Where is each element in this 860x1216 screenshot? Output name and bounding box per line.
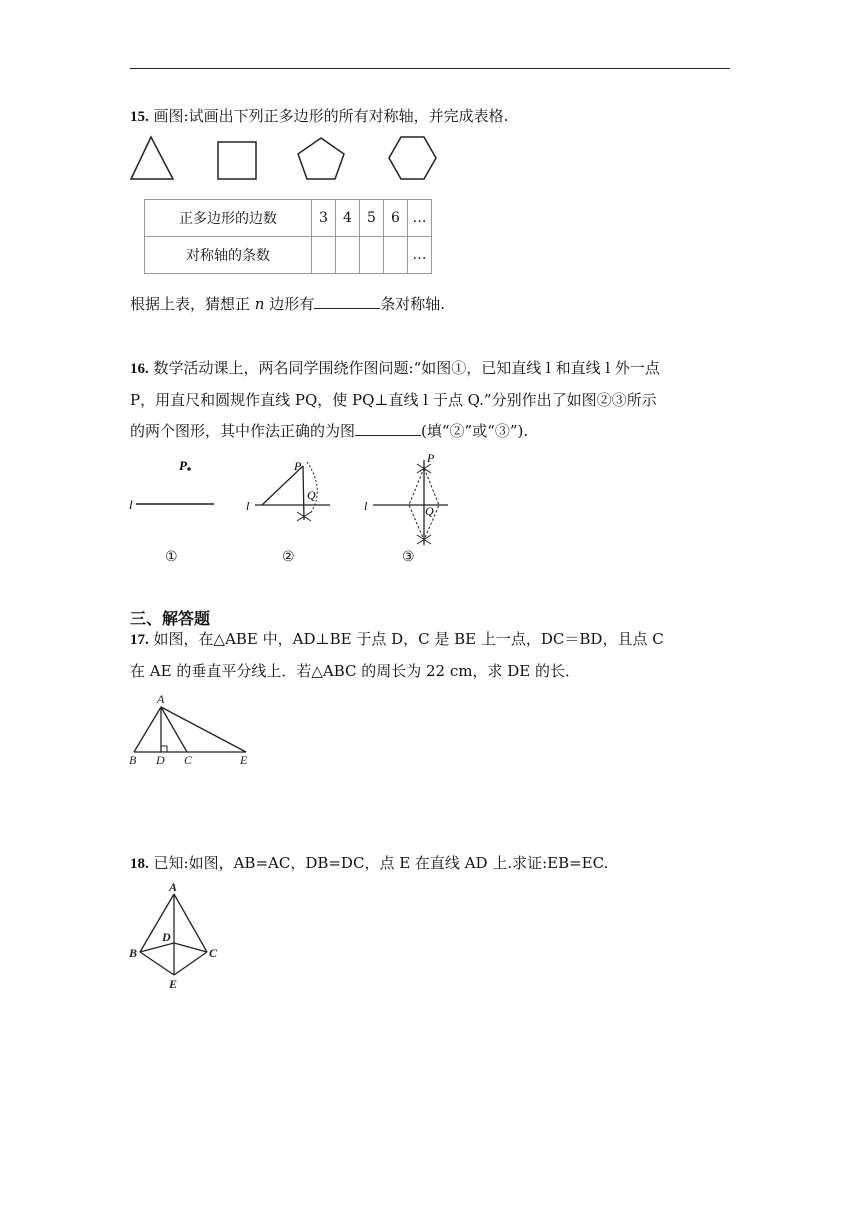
q18-prompt: 18. 已知:如图，AB=AC，DB=DC，点 E 在直线 AD 上.求证:EB=EC.: [130, 854, 609, 872]
point-label-a: A: [157, 692, 165, 706]
q15-conclusion: 根据上表，猜想正 n 边形有 条对称轴.: [130, 295, 446, 313]
q15-prompt: 15. 画图:试画出下列正多边形的所有对称轴，并完成表格.: [130, 107, 509, 125]
point-label-d: D: [162, 930, 171, 944]
table-cell: …: [408, 200, 432, 237]
q16-line-1: 16. 数学活动课上，两名同学围绕作图问题:“如图①，已知直线 l 和直线 l 外一点: [130, 359, 660, 377]
point-label-b: B: [129, 753, 137, 767]
point-label-e: E: [169, 977, 178, 991]
q17-line-1: 17. 如图，在△ABE 中，AD⊥BE 于点 D，C 是 BE 上一点，DC＝BD，且点 C: [130, 630, 664, 648]
svg-text:l: l: [129, 497, 133, 512]
svg-text:P: P: [294, 459, 302, 473]
point-label-a: A: [169, 880, 178, 894]
table-cell: …: [408, 237, 432, 274]
table-header-axes: 对称轴的条数: [145, 237, 312, 274]
svg-text:P: P: [427, 451, 435, 465]
table-cell: 3: [312, 200, 336, 237]
table-header-sides: 正多边形的边数: [145, 200, 312, 237]
point-label-c: C: [184, 753, 193, 767]
svg-text:P: P: [179, 458, 187, 473]
table-cell: 5: [360, 200, 384, 237]
q16-line-2: P，用直尺和圆规作直线 PQ，使 PQ⊥直线 l 于点 Q.”分别作出了如图②③所示: [130, 391, 657, 409]
section-title: 三、解答题: [130, 609, 211, 628]
point-label-c: C: [209, 946, 218, 960]
svg-text:l: l: [364, 499, 368, 513]
table-cell: 6: [384, 200, 408, 237]
svg-text:Q: Q: [425, 504, 434, 518]
svg-text:Q: Q: [307, 488, 316, 502]
figure-2-label: ②: [282, 549, 295, 565]
point-label-e: E: [240, 753, 248, 767]
figure-1-label: ①: [165, 549, 178, 565]
figure-3-label: ③: [402, 549, 415, 565]
point-label-b: B: [129, 946, 138, 960]
point-label-d: D: [156, 753, 165, 767]
table-cell: 4: [336, 200, 360, 237]
svg-text:l: l: [246, 499, 250, 513]
q17-line-2: 在 AE 的垂直平分线上．若△ABC 的周长为 22 cm，求 DE 的长．: [130, 662, 580, 680]
q16-line-3: 的两个图形，其中作法正确的为图 (填“②”或“③”).: [130, 422, 529, 440]
